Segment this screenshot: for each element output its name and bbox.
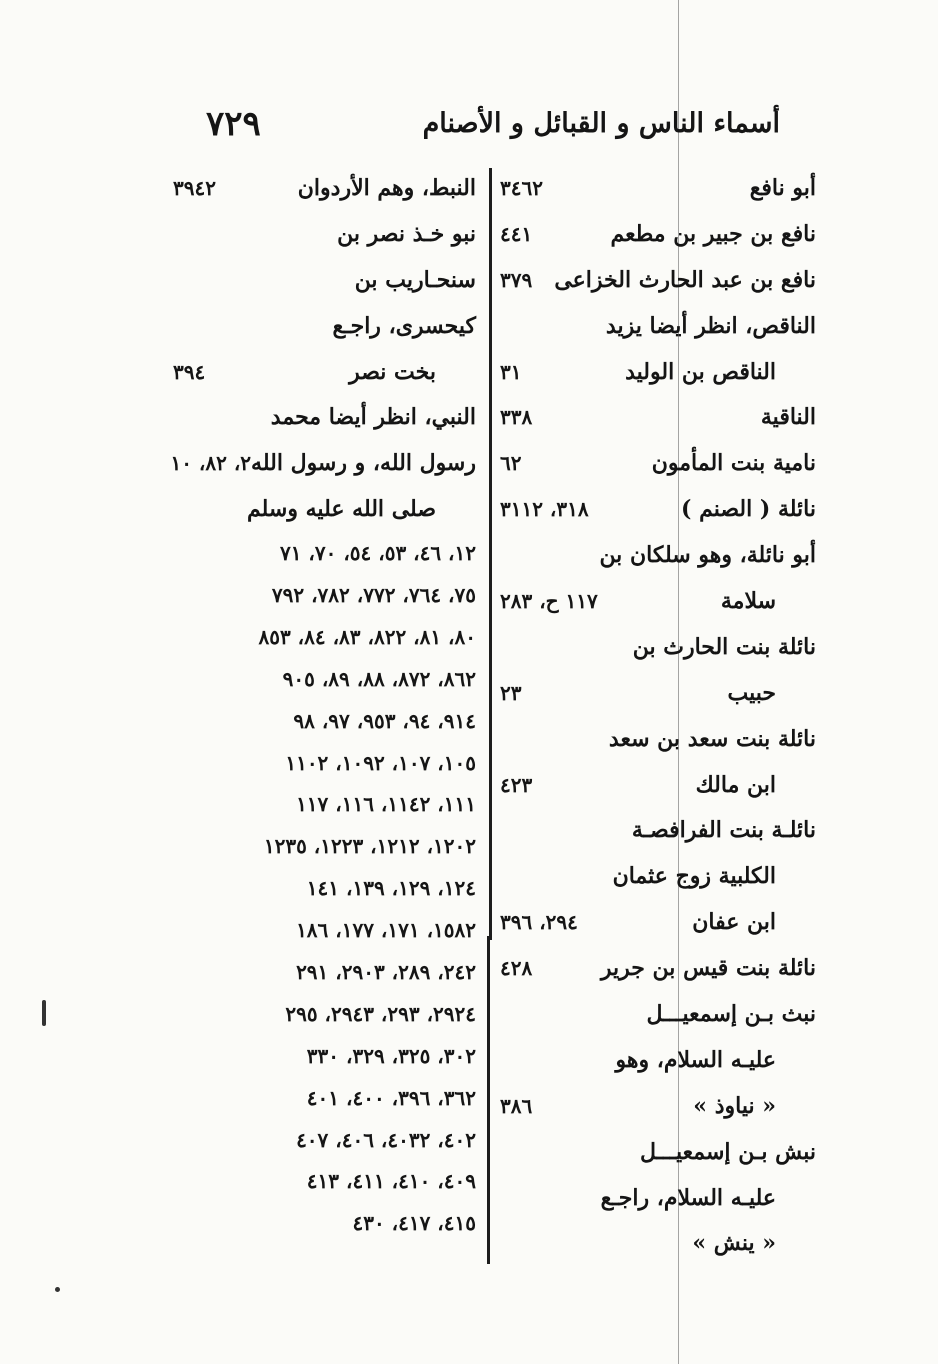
column-divider-lower	[487, 936, 490, 1264]
page-number-line: ٢٩٢٤، ٢٩٣، ٢٩٤٣، ٢٩٥	[285, 1001, 476, 1026]
entry-name: ابن مالك	[695, 771, 776, 798]
index-entry	[498, 1175, 816, 1221]
entry-name: نامية بنت المأمون	[651, 450, 816, 477]
page-number-line: ١٢٠٢، ١٢١٢، ١٢٢٣، ١٢٣٥	[263, 834, 476, 859]
index-entry	[498, 532, 816, 578]
entry-pages: ٢٩٤، ٣٩٦	[500, 910, 578, 935]
entry-pages: ٤٤١	[500, 221, 533, 246]
entry-pages: ٣٩٤٢	[173, 175, 216, 200]
entry-name: سنحـاريب بن	[354, 266, 476, 293]
index-entry	[171, 349, 476, 395]
entry-pages: ٢٣	[500, 680, 522, 705]
entry-name: نبث بـن إسمعيـــل	[646, 1000, 816, 1027]
entry-name: نائلة ( الصنم )	[681, 496, 816, 523]
entry-name: النبي، انظر أيضا محمد	[270, 404, 476, 431]
page-number-line: ١١١، ١١٤٢، ١١٦، ١١٧	[296, 792, 476, 817]
entry-pages: ٣٤٦٢	[500, 175, 543, 200]
index-entry	[498, 394, 816, 440]
entry-name: أبو نائلة، وهو سلكان بن	[599, 542, 816, 569]
entry-name: عليـه السلام، راجـع	[600, 1184, 776, 1211]
index-entry	[498, 257, 816, 303]
page-number-line: ٢٤٢، ٢٨٩، ٢٩٠٣، ٢٩١	[296, 959, 476, 984]
entry-name: ابن عفان	[692, 909, 776, 936]
index-entry	[171, 165, 476, 211]
entry-name: نافع بن جبير بن مطعم	[610, 220, 816, 247]
page-number-line: ٤١٥، ٤١٧، ٤٣٠	[352, 1211, 476, 1236]
right-column	[498, 165, 816, 1266]
entry-pages: ٣٧٩	[500, 267, 533, 292]
entry-pages: ٢، ٨٢، ١٠	[170, 451, 252, 476]
entry-name: سلامة	[720, 587, 776, 614]
index-entry	[498, 762, 816, 808]
index-entry	[498, 624, 816, 670]
entry-name: الناقية	[760, 404, 816, 431]
index-entry	[498, 349, 816, 395]
page-number-line: ٤٠٩، ٤١٠، ٤١١، ٤١٣	[306, 1169, 476, 1194]
index-entry	[498, 991, 816, 1037]
index-entry	[498, 578, 816, 624]
entry-name: الناقص بن الوليد	[625, 358, 776, 385]
page-number-line: ١٥٨٢، ١٧١، ١٧٧، ١٨٦	[296, 918, 476, 943]
index-entry	[171, 440, 476, 486]
index-entry	[498, 1083, 816, 1129]
index-entry	[498, 303, 816, 349]
index-entry	[171, 257, 476, 303]
page-number-line: ١٢٤، ١٢٩، ١٣٩، ١٤١	[306, 876, 476, 901]
left-column	[171, 165, 476, 1244]
page-number-line: ٩١٤، ٩٤، ٩٥٣، ٩٧، ٩٨	[293, 708, 476, 733]
index-entry	[498, 211, 816, 257]
entry-name: الكلبية زوج عثمان	[612, 863, 776, 890]
column-divider	[489, 168, 492, 940]
entry-name: نائلة بنت سعد بن سعد	[608, 725, 816, 752]
entry-pages: ٣١٨، ٣١١٢	[500, 497, 589, 522]
page-number-line: ٧٥، ٧٦٤، ٧٧٢، ٧٨٢، ٧٩٢	[271, 582, 476, 607]
entry-pages: ٣١	[500, 359, 522, 384]
index-entry	[498, 1220, 816, 1266]
entry-pages: ٤٢٣	[500, 772, 533, 797]
index-entry	[498, 1129, 816, 1175]
entry-name: نبو خـذ نصر بن	[337, 220, 476, 247]
page-number-line: ٣٠٢، ٣٢٥، ٣٢٩، ٣٣٠	[306, 1043, 476, 1068]
entry-name: كيحسری، راجـع	[332, 312, 476, 339]
entry-name: عليـه السلام، وهو	[615, 1046, 776, 1073]
entry-name: أبو نافع	[749, 174, 816, 201]
index-entry	[171, 211, 476, 257]
index-entry	[498, 486, 816, 532]
page-number-line: ٨٦٢، ٨٧٢، ٨٨، ٨٩، ٩٠٥	[282, 666, 476, 691]
entry-name: بخت نصر	[349, 358, 436, 385]
entry-name: نافع بن عبد الحارث الخزاعی	[554, 266, 816, 293]
entry-name: نائلـة بنت الفرافصـة	[631, 817, 816, 844]
entry-name: نبش بـن إسمعيـــل	[640, 1138, 816, 1165]
index-entry	[498, 807, 816, 853]
entry-name: رسول الله، و رسول الله	[251, 450, 476, 477]
entry-pages: ٦٢	[500, 451, 522, 476]
entry-name: النبط، وهم الأردوان	[297, 174, 476, 201]
page-number-line: ٣٦٢، ٣٩٦، ٤٠٠، ٤٠١	[306, 1085, 476, 1110]
margin-mark	[42, 1000, 46, 1026]
page-number-line: ٤٠٢، ٤٠٣٢، ٤٠٦، ٤٠٧	[296, 1127, 476, 1152]
entry-name: « نياوذ »	[693, 1092, 776, 1119]
index-entry	[171, 303, 476, 349]
entry-name: « ينش »	[692, 1230, 776, 1257]
entry-pages: ٣٣٨	[500, 405, 533, 430]
index-entry	[498, 440, 816, 486]
entry-pages: ٣٩٤	[173, 359, 206, 384]
index-entry	[171, 394, 476, 440]
index-entry	[498, 1037, 816, 1083]
entry-name: حبيب	[727, 679, 776, 706]
entry-pages: ٣٨٦	[500, 1093, 533, 1118]
page-number-line: ١٢، ٤٦، ٥٣، ٥٤، ٧٠، ٧١	[279, 541, 476, 566]
index-entry	[498, 165, 816, 211]
entry-name: نائلة بنت الحارث بن	[632, 633, 816, 660]
entry-pages: ١١٧ ح، ٢٨٣	[500, 588, 598, 613]
index-entry	[498, 945, 816, 991]
entry-pages: ٤٢٨	[500, 956, 533, 981]
page-number-line: ٨٠، ٨١، ٨٢٢، ٨٣، ٨٤، ٨٥٣	[258, 624, 476, 649]
page-number: ٧٢٩	[206, 104, 261, 144]
page-number-line: ١٠٥، ١٠٧، ١٠٩٢، ١١٠٢	[285, 750, 476, 775]
index-entry	[498, 670, 816, 716]
entry-name: صلى الله عليه وسلم	[247, 496, 436, 523]
page-title: أسماء الناس و القبائل و الأصنام	[422, 108, 780, 139]
index-entry	[498, 716, 816, 762]
entry-name: الناقص، انظر أيضا يزيد	[605, 312, 816, 339]
index-entry	[498, 853, 816, 899]
ink-dot	[55, 1287, 60, 1292]
index-entry	[171, 486, 476, 532]
index-entry	[498, 899, 816, 945]
entry-name: نائلة بنت قيس بن جرير	[600, 955, 816, 982]
